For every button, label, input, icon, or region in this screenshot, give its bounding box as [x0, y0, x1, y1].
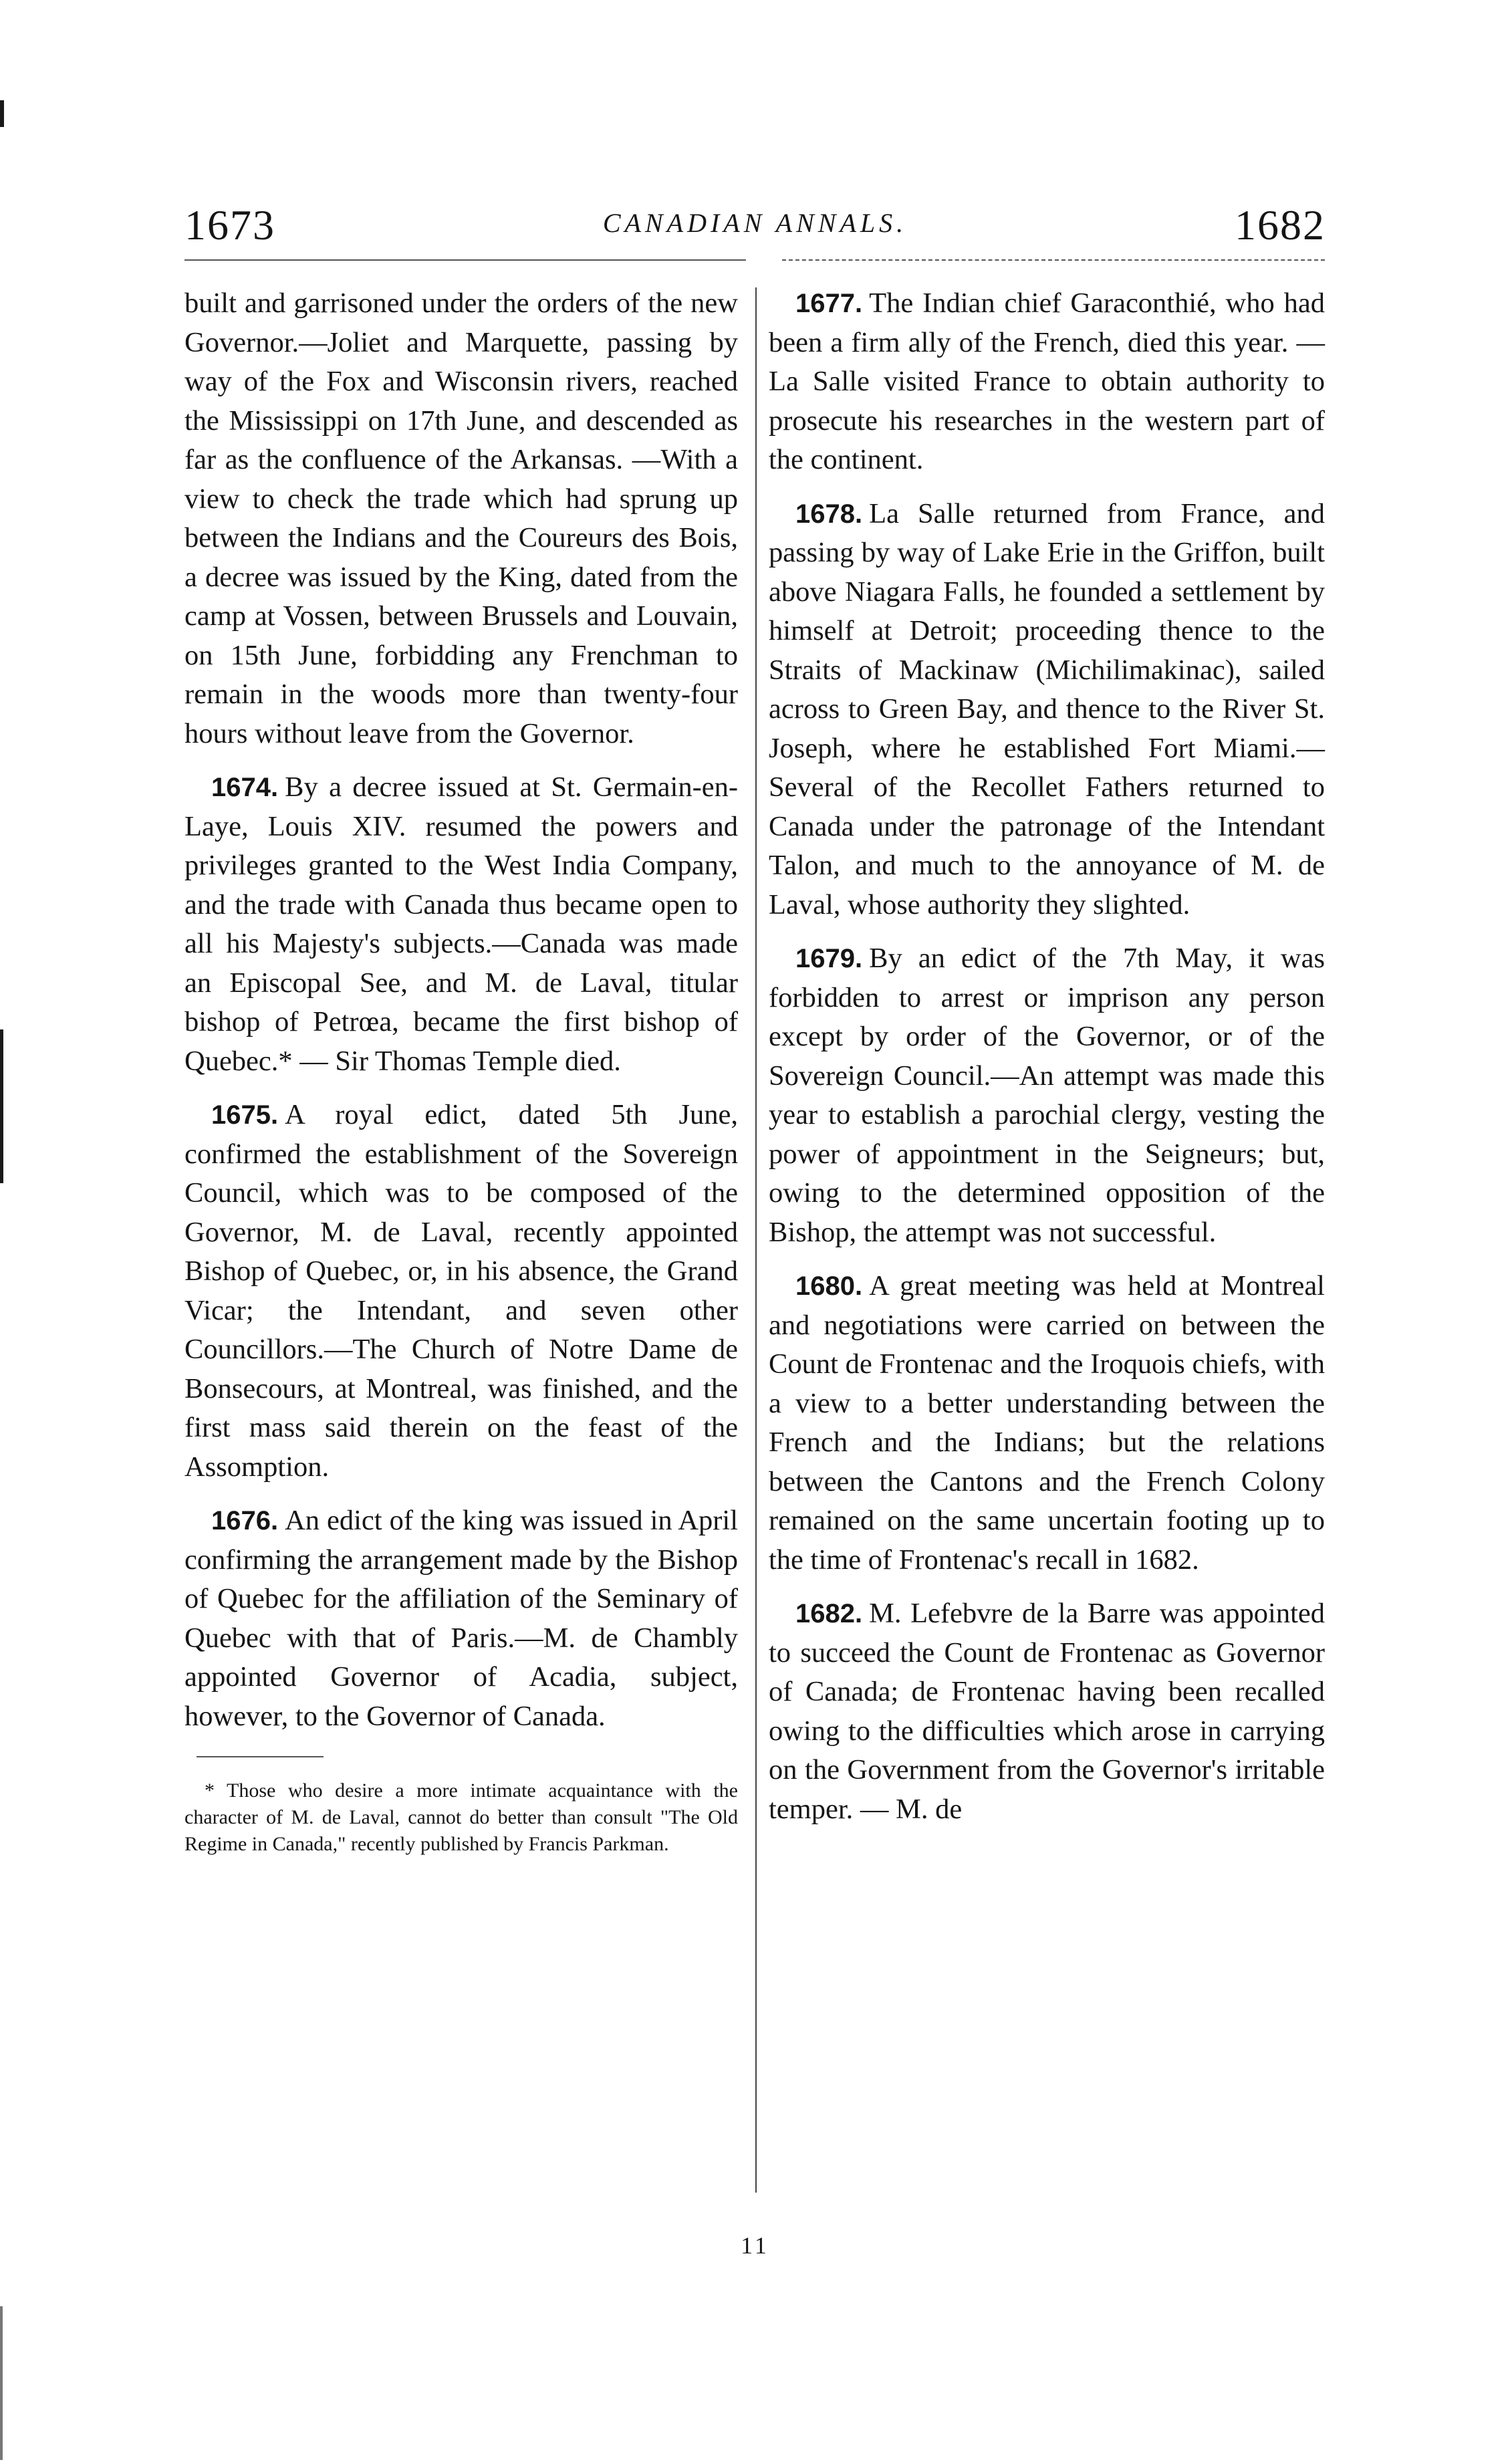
- entry-text: By an edict of the 7th May, it was forbidden to arrest or imprison any person except by order of the Governor, or of the Sovereign Council.—An attempt was made this year to establish a parochial clergy, vesting the power of appointment in the Seigneurs; but, owing to the determined opposition of the Bishop, the attempt was not successful.: [769, 943, 1325, 1248]
- annal-entry-1679: [769, 939, 1325, 1252]
- entry-text: La Salle returned from France, and passing by way of Lake Erie in the Griffon, built above Niagara Falls, he founded a settlement by himself at Detroit; proceeding thence to the Straits of Mackinaw (Michilimakinac), sailed across to Green Bay, and thence to the River St. Joseph, where he established Fort Miami.—Several of the Recollet Fathers returned to Canada under the patronage of the Intendant Talon, and much to the annoyance of M. de Laval, whose authority they slighted.: [769, 497, 1325, 920]
- scan-edge-mark: [0, 100, 4, 127]
- entry-year: 1682.: [795, 1599, 863, 1628]
- annal-entry-1676: [184, 1501, 738, 1736]
- annal-entry-1682: [769, 1594, 1325, 1829]
- page-number: 11: [741, 2232, 769, 2259]
- right-column: [769, 284, 1325, 1844]
- entry-year: 1676.: [211, 1506, 279, 1535]
- scan-edge-mark: [0, 2306, 3, 2460]
- header-rule-right: [782, 259, 1325, 261]
- entry-text: An edict of the king was issued in April confirming the arrangement made by the Bishop of Quebec for the affiliation of the Seminary of Quebec with that of Paris.—M. de Chambly appointed Governor of Acadia, subject, however, to the Governor of Canada.: [184, 1505, 738, 1732]
- scan-edge-mark: [0, 1029, 3, 1183]
- footnote-rule: [197, 1756, 324, 1757]
- left-column: [184, 284, 738, 1878]
- header-year-left: 1673: [184, 201, 275, 249]
- annal-entry-1674: [184, 768, 738, 1081]
- footnote: * Those who desire a more intimate acquaintance with the character of M. de Laval, cannot do better than consult "The Old Regime in Canada," recently published by Francis Parkman.: [184, 1779, 738, 1855]
- header-rule-left: [184, 259, 746, 261]
- entry-text: By a decree issued at St. Germain-en-Laye, Louis XIV. resumed the powers and privileges granted to the West India Company, and the trade with Canada thus became open to all his Majesty's subjects.—Canada was made an Episcopal See, and M. de Laval, titular bishop of Petrœa, became the first bishop of Quebec.* — Sir Thomas Temple died.: [184, 771, 738, 1077]
- entry-year: 1678.: [795, 499, 863, 529]
- entry-text: M. Lefebvre de la Barre was appointed to succeed the Count de Frontenac as Governor of Canada; de Frontenac having been recalled owing to the difficulties which arose in carrying on the Government from the Governor's irritable temper. — M. de: [769, 1598, 1325, 1825]
- annal-entry-1678: [769, 495, 1325, 925]
- header-year-right: 1682: [1235, 201, 1326, 249]
- entry-text: The Indian chief Garaconthié, who had been a firm ally of the French, died this year. — La Salle visited France to obtain authority to prosecute his researches in the western part of the continent.: [769, 287, 1325, 475]
- entry-year: 1674.: [211, 773, 279, 802]
- entry-text: A great meeting was held at Montreal and negotiations were carried on between the Count de Frontenac and the Iroquois chiefs, with a view to a better understanding between the French and the Indians; but the relations between the Cantons and the French Colony remained on the same uncertain footing up to the time of Frontenac's recall in 1682.: [769, 1270, 1325, 1576]
- column-divider: [755, 287, 757, 2193]
- entry-text: A royal edict, dated 5th June, confirmed the establishment of the Sovereign Council, which was to be composed of the Governor, M. de Laval, recently appointed Bishop of Quebec, or, in his absence, the Grand Vicar; the Intendant, and seven other Councillors.—The Church of Notre Dame de Bonsecours, at Montreal, was finished, and the first mass said therein on the feast of the Assomption.: [184, 1099, 738, 1483]
- annal-entry-1677: [769, 284, 1325, 480]
- entry-year: 1680.: [795, 1271, 863, 1301]
- entry-year: 1677.: [795, 289, 863, 318]
- running-title: CANADIAN ANNALS.: [602, 208, 908, 238]
- continued-paragraph: built and garrisoned under the orders of the new Governor.—Joliet and Marquette, passing by way of the Fox and Wisconsin rivers, reached the Mississippi on 17th June, and descended as far as the confluence of the Arkansas. —With a view to check the trade which had sprung up between the Indians and the Coureurs des Bois, a decree was issued by the King, dated from the camp at Vossen, between Brussels and Louvain, on 15th June, forbidding any Frenchman to remain in the woods more than twenty-four hours without leave from the Governor.: [184, 287, 738, 749]
- annal-entry-1675: [184, 1096, 738, 1487]
- annal-entry-1680: [769, 1267, 1325, 1580]
- entry-year: 1679.: [795, 944, 863, 973]
- entry-year: 1675.: [211, 1100, 279, 1130]
